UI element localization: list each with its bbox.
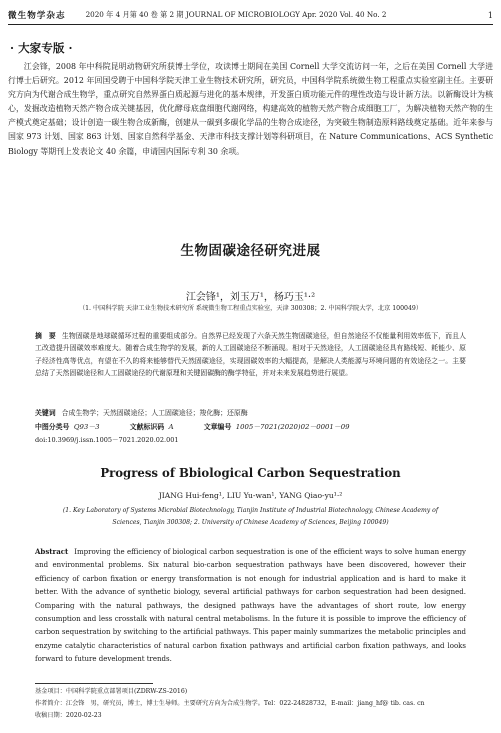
footnotes — [35, 686, 481, 722]
author-note: 作者简介：江会锋 男，研究员，博士，博士生导师。主要研究方向为合成生物学。Tel：022-24828732，E-mail：jiang_hf@ tib. cas. cn — [35, 700, 425, 707]
doi: doi:10.3969/j.issn.1005－7021.2020.02.001 — [35, 436, 179, 444]
abstract-zh — [35, 330, 466, 379]
page-number: 1 — [487, 10, 493, 20]
article-title-en: Progress of Bbiological Carbon Sequestration — [100, 466, 401, 480]
article-number: 文章编号 1005－7021(2020)02－0001－09 — [203, 423, 350, 431]
author-bio: 江会锋，2008 年中科院昆明动物研究所获博士学位，攻读博士期间在美国 Cornell 大学交流访问一年，之后在美国 Cornell 大学进行博士后研究。2012 年回国受聘于中国科学院天津工业生物技术研究所，研究员，中国科学院系统微生物工程重点实验室副主任。主要研究方向为代谢合成生物学，重点研究自然界蛋白质起源与进化的基本规律，开发蛋白质功能元件的理性改造与设计新方法。以新酶设计为核心，发掘改造植物天然产物合成关键基因，优化酵母底盘细胞代谢网络，构建高效的植物天然产物合成细胞工厂，为解决植物天然产物的生产模式奠定基础；设计创造一碳生物合成新酶，创建从一碳到多碳化学品的生物合成途径，为突破生物制造原料路线奠定基础。近年来参与国家 973 计划、国家 863 计划、国家自然科学基金、天津市科技支撑计划等科研项目，在 Nature Communications、ACS Synthetic Biology 等期刊上发表论文 40 余篇，申请国内国际专利 30 余项。 — [8, 62, 493, 156]
running-header — [8, 8, 493, 22]
clc-number: 中图分类号 Q93－3 — [35, 423, 100, 431]
keywords-zh-label: 关键词 — [35, 409, 56, 417]
affiliation-en: (1. Key Laboratory of Systems Microbial Biotechnology, Tianjin Institute of Industrial Biotechnology, Chinese Academy of Sciences, Tianjin 300308; 2. University of Chinese Academy of Sciences, Beijing 100049) — [62, 507, 439, 526]
document-code: 文献标识码 A — [129, 423, 174, 431]
keywords-zh — [35, 407, 466, 419]
abstract-en — [35, 545, 466, 667]
abstract-zh-text: 生物固碳是地球碳循环过程的重要组成部分。自然界已经发现了六条天然生物固碳途径，但自然途径不仅能量利用效率低下，而且人工改造提升固碳效率难度大。随着合成生物学的发展，新的人工固碳途径不断涌现。相对于天然途径，人工固碳途径具有路线短、耗能少、原子经济性高等优点，有望在不久的将来能够替代天然固碳途径，实现固碳效率的大幅提高，是解决人类能源与环境问题的有效途径之一。主要总结了天然固碳途径和人工固碳途径的代谢原理和关键固碳酶的酶学特征，并对未来发展趋势进行展望。 — [35, 332, 466, 377]
fund-note: 基金项目：中国科学院重点部署项目(ZDRW-ZS-2016) — [35, 688, 188, 695]
article-title-zh: 生物固碳途径研究进展 — [180, 243, 321, 259]
footnote-rule — [35, 683, 153, 684]
header-rule — [8, 24, 493, 25]
abstract-zh-label: 摘 要 — [35, 332, 56, 340]
journal-logo: 微生物学杂志 — [8, 11, 66, 21]
section-title: · 大家专版 · — [10, 41, 73, 55]
classification-line — [35, 421, 377, 431]
abstract-en-text: Improving the efficiency of biological carbon sequestration is one of the efficient ways to solve human energy and environmental problems. Six natural bio-carbon sequestration pathways have been discovered, however their efficiency of carbon fixation or energy transformation is not enough for industrial application and is hard to make it better. With the advance of synthetic biology, several artificial pathways for carbon sequestration had been designed. Comparing with the natural pathways, the designed pathways have the advantages of short route, low energy consumption and less crosstalk with natural central metabolisms. In the future it is possible to improve the efficiency of carbon sequestration by switching to the artificial pathways. This paper mainly summarizes the metabolic principles and enzyme catalytic characteristics of natural carbon fixation pathways and artificial carbon fixation pathways, and looks forward to future development trends. — [35, 548, 466, 664]
abstract-en-label: Abstract — [35, 547, 69, 556]
authors-en: JIANG Hui-feng¹, LIU Yu-wan¹, YANG Qiao-yu¹·² — [158, 491, 343, 500]
affiliation-zh: （1. 中国科学院 天津工业生物技术研究所 系统微生物工程重点实验室，天津 300308；2. 中国科学院大学，北京 100049） — [78, 305, 423, 312]
issue-info: 2020 年 4 月第 40 卷 第 2 期 JOURNAL OF MICROBIOLOGY Apr. 2020 Vol. 40 No. 2 — [85, 10, 387, 19]
received-date: 收稿日期：2020-02-23 — [35, 712, 102, 719]
keywords-zh-text: 合成生物学；天然固碳途径；人工固碳途径；羧化酶；还原酶 — [61, 409, 248, 417]
authors-zh: 江会锋¹，刘玉万¹，杨巧玉¹·² — [185, 292, 316, 303]
